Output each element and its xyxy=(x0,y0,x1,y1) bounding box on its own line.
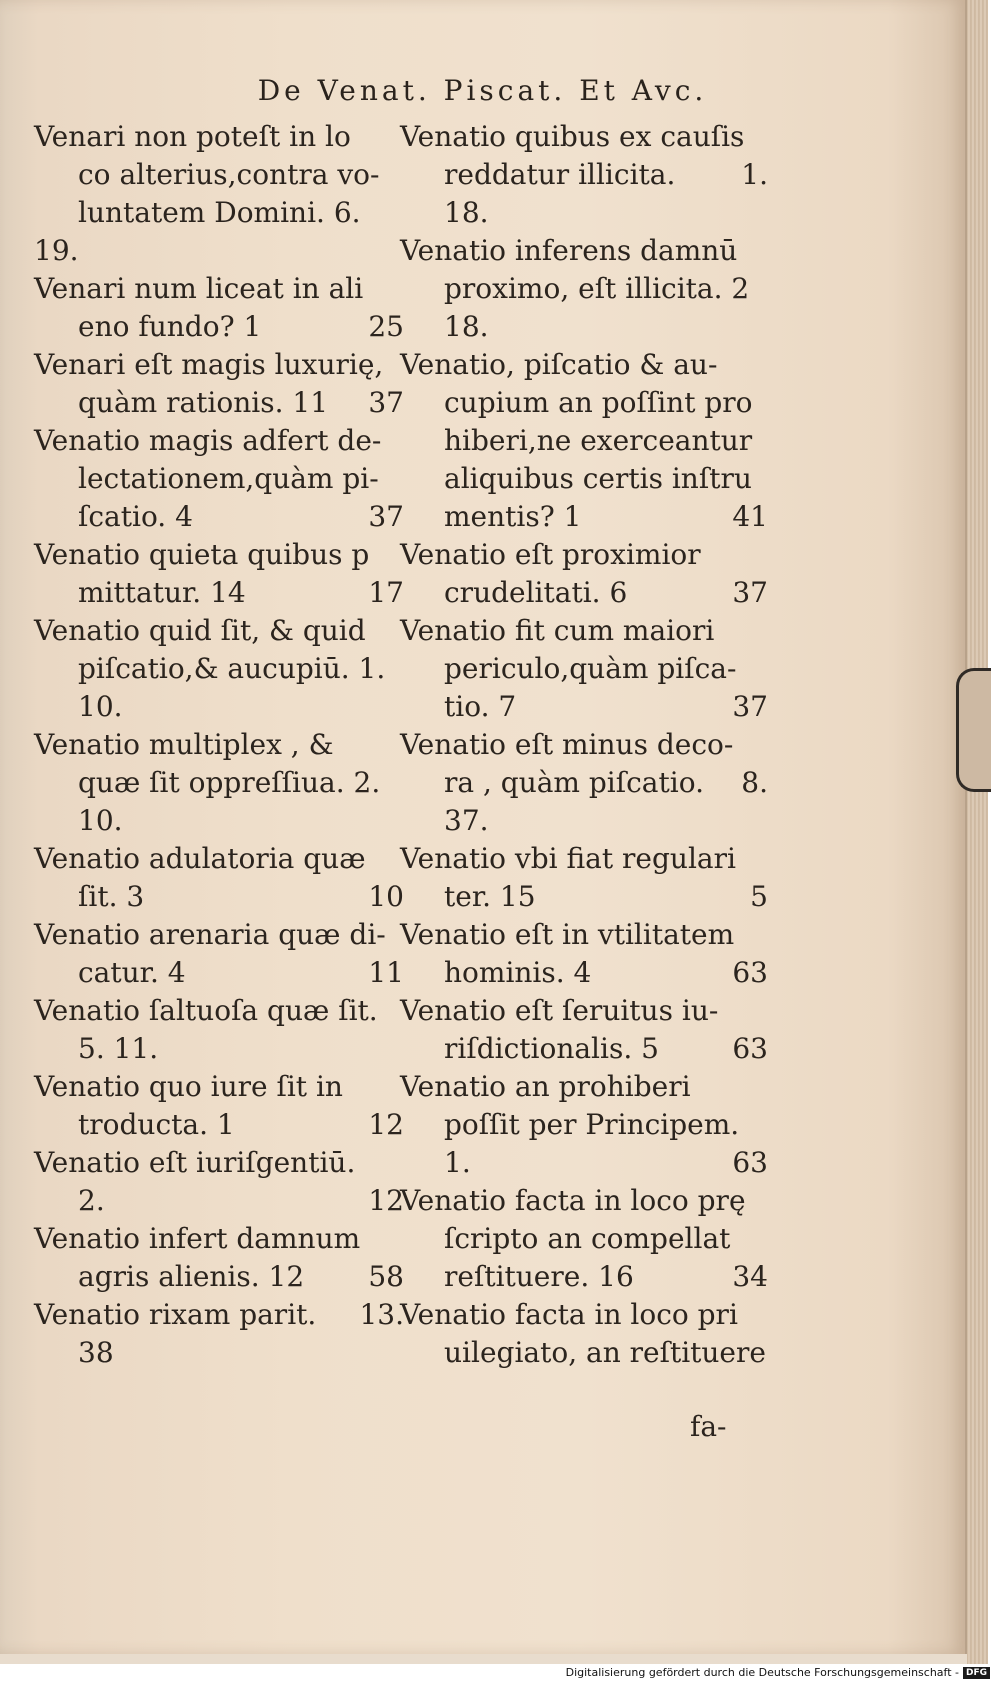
index-entry xyxy=(34,1296,404,1334)
entry-text: co alterius,contra vo- xyxy=(78,158,380,191)
index-entry-continuation xyxy=(34,194,404,232)
index-entry-continuation xyxy=(34,764,404,802)
entry-text: Venari eſt magis luxurię, xyxy=(34,348,384,381)
entry-text: quæ ſit oppreſſiua. 2. xyxy=(78,766,381,799)
entry-text: 18. xyxy=(444,196,489,229)
index-entry-continuation xyxy=(400,156,768,194)
page-reference: 37 xyxy=(368,500,404,533)
entry-text: crudelitati. 6 xyxy=(444,576,628,609)
index-entry-continuation xyxy=(400,460,768,498)
index-entry xyxy=(34,612,404,650)
entry-text: 10. xyxy=(78,690,123,723)
index-column-right xyxy=(400,118,768,1372)
page-reference: 34 xyxy=(732,1260,768,1293)
index-entry-continuation xyxy=(34,1182,404,1220)
page-reference: 63 xyxy=(732,1032,768,1065)
entry-text: Venatio fit cum maiori xyxy=(400,614,715,647)
index-entry-continuation xyxy=(34,650,404,688)
entry-text: Venatio arenaria quæ di- xyxy=(34,918,386,951)
index-entry xyxy=(34,232,404,270)
index-entry xyxy=(34,992,404,1030)
entry-text: Venatio quo iure ſit in xyxy=(34,1070,343,1103)
index-entry-continuation xyxy=(400,764,768,802)
index-entry-continuation xyxy=(400,1334,768,1372)
index-entry-continuation xyxy=(400,574,768,612)
index-entry xyxy=(400,612,768,650)
page-reference: 63 xyxy=(732,956,768,989)
credit-text: Digitalisierung gefördert durch die Deutsche Forschungsgemeinschaft - xyxy=(565,1666,959,1679)
entry-text: Venatio quieta quibus p xyxy=(34,538,370,571)
entry-text: tio. 7 xyxy=(444,690,517,723)
index-entry xyxy=(400,232,768,270)
entry-text: uilegiato, an reſtituere xyxy=(444,1336,766,1369)
entry-text: hiberi,ne exerceantur xyxy=(444,424,753,457)
index-entry-continuation xyxy=(400,194,768,232)
index-entry xyxy=(400,916,768,954)
entry-text: 5. 11. xyxy=(78,1032,159,1065)
index-entry-continuation xyxy=(34,688,404,726)
index-entry-continuation xyxy=(34,384,404,422)
page-reference: 13. xyxy=(359,1298,404,1331)
entry-text: Venatio inferens damnū xyxy=(400,234,738,267)
entry-text: Venatio rixam parit. xyxy=(34,1298,317,1331)
index-entry-continuation xyxy=(400,1030,768,1068)
index-entry xyxy=(400,992,768,1030)
entry-text: mentis? 1 xyxy=(444,500,582,533)
index-entry-continuation xyxy=(34,1334,404,1372)
index-entry-continuation xyxy=(400,650,768,688)
entry-text: Venatio infert damnum xyxy=(34,1222,361,1255)
entry-text: mittatur. 14 xyxy=(78,576,246,609)
page-reference: 63 xyxy=(732,1146,768,1179)
index-entry-continuation xyxy=(34,574,404,612)
index-entry xyxy=(34,422,404,460)
page-reference: 37 xyxy=(368,386,404,419)
entry-text: Venatio eſt minus deco- xyxy=(400,728,734,761)
entry-text: proximo, eſt illicita. 2 xyxy=(444,272,750,305)
entry-text: 38 xyxy=(78,1336,114,1369)
index-entry xyxy=(34,1068,404,1106)
page-reference: 37 xyxy=(732,690,768,723)
entry-text: lectationem,quàm pi- xyxy=(78,462,379,495)
index-entry xyxy=(34,726,404,764)
entry-text: ter. 15 xyxy=(444,880,536,913)
entry-text: periculo,quàm piſca- xyxy=(444,652,737,685)
page-reference: 5 xyxy=(750,880,768,913)
page-reference: 10 xyxy=(368,880,404,913)
entry-text: Venatio facta in loco pri xyxy=(400,1298,738,1331)
entry-text: 37. xyxy=(444,804,489,837)
entry-text: ra , quàm piſcatio. xyxy=(444,766,704,799)
index-entry-continuation xyxy=(400,1220,768,1258)
entry-text: troducta. 1 xyxy=(78,1108,235,1141)
page-reference: 1. xyxy=(741,158,768,191)
entry-text: riſdictionalis. 5 xyxy=(444,1032,659,1065)
dfg-logo: DFG xyxy=(963,1667,990,1679)
index-entry-continuation xyxy=(34,1258,404,1296)
index-entry-continuation xyxy=(34,954,404,992)
index-entry-continuation xyxy=(400,1106,768,1144)
index-entry xyxy=(400,726,768,764)
index-column-left xyxy=(34,118,404,1372)
index-entry-continuation xyxy=(34,802,404,840)
bookmark-tab xyxy=(956,668,991,792)
entry-text: hominis. 4 xyxy=(444,956,592,989)
index-entry xyxy=(34,916,404,954)
index-entry-continuation xyxy=(400,954,768,992)
index-entry-continuation xyxy=(400,308,768,346)
entry-text: Venatio quid ſit, & quid xyxy=(34,614,366,647)
index-entry xyxy=(400,1068,768,1106)
entry-text: Venatio ſaltuoſa quæ ſit. xyxy=(34,994,378,1027)
index-entry xyxy=(34,118,404,156)
entry-text: catur. 4 xyxy=(78,956,186,989)
entry-text: ſcatio. 4 xyxy=(78,500,193,533)
page-reference: 8. xyxy=(741,766,768,799)
page-reference: 12 xyxy=(368,1108,404,1141)
index-entry-continuation xyxy=(34,308,404,346)
index-entry xyxy=(400,118,768,156)
entry-text: Venari num liceat in ali xyxy=(34,272,364,305)
entry-text: Venatio multiplex , & xyxy=(34,728,334,761)
entry-text: Venatio eſt iuriſgentiū. xyxy=(34,1146,356,1179)
index-entry-continuation xyxy=(400,1144,768,1182)
index-entry xyxy=(34,1144,404,1182)
page-fore-edge xyxy=(967,0,988,1664)
entry-text: Venatio an prohiberi xyxy=(400,1070,691,1103)
index-entry-continuation xyxy=(400,422,768,460)
entry-text: Venatio eſt proximior xyxy=(400,538,701,571)
index-entry-continuation xyxy=(400,878,768,916)
entry-text: Venatio adulatoria quæ xyxy=(34,842,366,875)
entry-text: aliquibus certis inſtru xyxy=(444,462,752,495)
running-head: De Venat. Piscat. Et Avc. xyxy=(257,74,708,107)
entry-text: poſſit per Principem. xyxy=(444,1108,740,1141)
index-entry xyxy=(400,1296,768,1334)
entry-text: ſcripto an compellat xyxy=(444,1222,731,1255)
entry-text: agris alienis. 12 xyxy=(78,1260,305,1293)
entry-text: Venatio, piſcatio & au- xyxy=(400,348,718,381)
index-entry-continuation xyxy=(34,1106,404,1144)
index-entry-continuation xyxy=(34,878,404,916)
index-entry-continuation xyxy=(400,1258,768,1296)
page-reference: 58 xyxy=(368,1260,404,1293)
index-entry xyxy=(34,346,404,384)
entry-text: 2. xyxy=(78,1184,105,1217)
digitization-credit xyxy=(550,1664,990,1682)
entry-text: luntatem Domini. 6. xyxy=(78,196,361,229)
entry-text: quàm rationis. 11 xyxy=(78,386,329,419)
entry-text: reddatur illicita. xyxy=(444,158,676,191)
page-reference: 11 xyxy=(368,956,404,989)
index-entry-continuation xyxy=(400,498,768,536)
index-entry xyxy=(34,1220,404,1258)
page-reference: 25 xyxy=(368,310,404,343)
entry-text: 10. xyxy=(78,804,123,837)
index-entry xyxy=(400,346,768,384)
entry-text: Venatio eſt in vtilitatem xyxy=(400,918,735,951)
entry-text: 1. xyxy=(444,1146,471,1179)
entry-text: Venatio eſt ſeruitus iu- xyxy=(400,994,719,1027)
page-reference: 12 xyxy=(368,1184,404,1217)
index-entry xyxy=(400,840,768,878)
index-entry-continuation xyxy=(34,156,404,194)
index-entry xyxy=(34,270,404,308)
index-entry xyxy=(400,1182,768,1220)
entry-text: ſit. 3 xyxy=(78,880,145,913)
entry-text: eno fundo? 1 xyxy=(78,310,262,343)
entry-text: cupium an poſſint pro xyxy=(444,386,753,419)
index-entry xyxy=(34,840,404,878)
index-entry xyxy=(400,536,768,574)
entry-text: Venatio facta in loco prę xyxy=(400,1184,746,1217)
entry-text: Venatio vbi fiat regulari xyxy=(400,842,736,875)
entry-text: 18. xyxy=(444,310,489,343)
index-entry-continuation xyxy=(34,498,404,536)
page-reference: 17 xyxy=(368,576,404,609)
page-reference: 41 xyxy=(732,500,768,533)
entry-text: reſtituere. 16 xyxy=(444,1260,634,1293)
index-entry-continuation xyxy=(34,1030,404,1068)
entry-text: 19. xyxy=(34,234,79,267)
index-entry-continuation xyxy=(400,384,768,422)
index-entry-continuation xyxy=(400,802,768,840)
catchword: fa- xyxy=(690,1410,727,1443)
page-reference: 37 xyxy=(732,576,768,609)
index-entry-continuation xyxy=(400,688,768,726)
index-entry-continuation xyxy=(400,270,768,308)
entry-text: piſcatio,& aucupiū. 1. xyxy=(78,652,386,685)
entry-text: Venatio quibus ex cauſis xyxy=(400,120,745,153)
entry-text: Venatio magis adfert de- xyxy=(34,424,382,457)
index-entry xyxy=(34,536,404,574)
index-entry-continuation xyxy=(34,460,404,498)
entry-text: Venari non poteſt in lo xyxy=(34,120,351,153)
